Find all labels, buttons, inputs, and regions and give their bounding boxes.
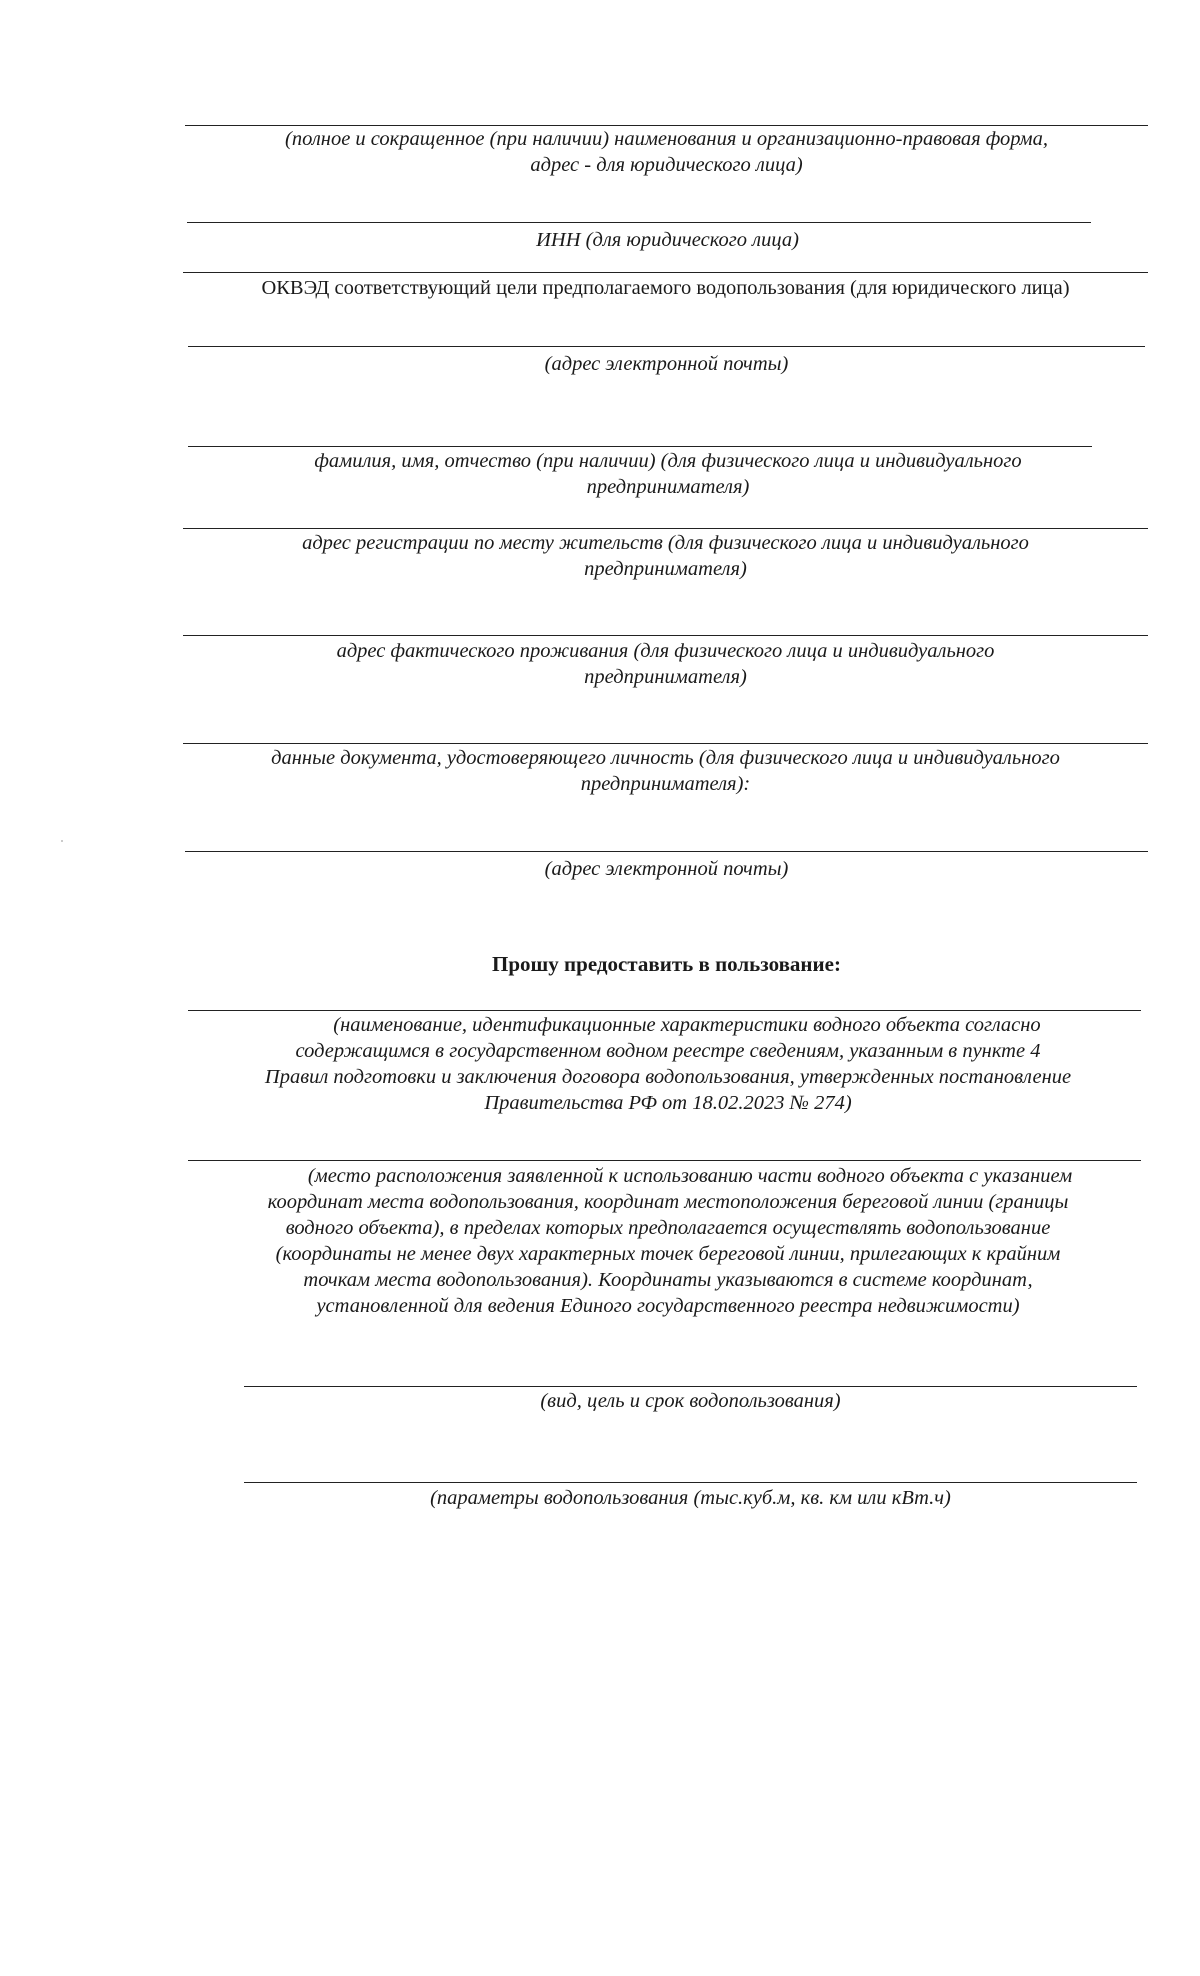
caption-line: содержащимся в государственном водном реестре сведениям, указанным в пункте 4 — [295, 1040, 1041, 1062]
caption-line: координат места водопользования, координат местоположения береговой линии (границы — [267, 1191, 1069, 1213]
caption-line: данные документа, удостоверяющего личность (для физического лица и индивидуального — [271, 747, 1060, 769]
caption-line: точкам места водопользования). Координаты указываются в системе координат, — [303, 1269, 1033, 1291]
okved-caption — [183, 275, 1148, 301]
identity-document-caption — [183, 745, 1148, 797]
caption-line: установленной для ведения Единого государственного реестра недвижимости) — [316, 1295, 1020, 1317]
registration-address-field-line[interactable] — [183, 528, 1148, 529]
caption-line: предпринимателя) — [586, 476, 750, 498]
caption-line: (наименование, идентификационные характеристики водного объекта согласно — [333, 1014, 1041, 1036]
caption-line: (вид, цель и срок водопользования) — [540, 1390, 841, 1412]
location-caption — [188, 1163, 1148, 1319]
inn-caption — [187, 227, 1148, 253]
caption-line: предпринимателя) — [584, 666, 747, 688]
caption-line: предпринимателя): — [580, 773, 751, 795]
caption-line: фамилия, имя, отчество (при наличии) (для физического лица и индивидуального — [314, 450, 1022, 472]
caption-line: (место расположения заявленной к использованию части водного объекта с указанием — [307, 1165, 1073, 1187]
caption-line: адрес фактического проживания (для физического лица и индивидуального — [336, 640, 995, 662]
email-individual-caption — [185, 856, 1148, 882]
full-name-caption — [188, 448, 1148, 500]
caption-line: (полное и сокращенное (при наличии) наименования и организационно-правовая форма, — [285, 128, 1048, 150]
okved-field-line[interactable] — [183, 272, 1148, 273]
caption-line: адрес регистрации по месту жительств (для физического лица и индивидуального — [302, 532, 1029, 554]
caption-line: адрес - для юридического лица) — [530, 154, 803, 176]
actual-address-caption — [183, 638, 1148, 690]
caption-line: Правительства РФ от 18.02.2023 № 274) — [484, 1092, 852, 1114]
email-individual-field-line[interactable] — [185, 851, 1148, 852]
caption-line: водного объекта), в пределах которых предполагается осуществлять водопользование — [285, 1217, 1051, 1239]
full-name-field-line[interactable] — [188, 446, 1092, 447]
caption-line: (адрес электронной почты) — [544, 858, 789, 880]
caption-line: Правил подготовки и заключения договора водопользования, утвержденных постановление — [264, 1066, 1072, 1088]
location-field-line[interactable] — [188, 1160, 1141, 1161]
request-heading: Прошу предоставить в пользование: — [492, 952, 841, 976]
water-body-field-line[interactable] — [188, 1010, 1141, 1011]
registration-address-caption — [183, 530, 1148, 582]
caption-line: (адрес электронной почты) — [544, 353, 789, 375]
caption-line: (параметры водопользования (тыс.куб.м, кв. км или кВт.ч) — [430, 1487, 951, 1509]
email-legal-field-line[interactable] — [188, 346, 1145, 347]
caption-line: предпринимателя) — [584, 558, 747, 580]
inn-field-line[interactable] — [187, 222, 1091, 223]
water-body-caption — [188, 1012, 1148, 1116]
caption-line: ИНН (для юридического лица) — [536, 229, 799, 251]
usage-type-field-line[interactable] — [244, 1386, 1137, 1387]
scan-artifact — [61, 840, 63, 842]
actual-address-field-line[interactable] — [183, 635, 1148, 636]
legal-entity-name-caption — [185, 126, 1148, 178]
identity-document-field-line[interactable] — [183, 743, 1148, 744]
usage-params-caption — [244, 1485, 1137, 1511]
email-legal-caption — [188, 351, 1145, 377]
usage-type-caption — [244, 1388, 1137, 1414]
caption-line: ОКВЭД соответствующий цели предполагаемого водопользования (для юридического лица) — [261, 277, 1070, 299]
usage-params-field-line[interactable] — [244, 1482, 1137, 1483]
caption-line: (координаты не менее двух характерных точек береговой линии, прилегающих к крайним — [275, 1243, 1061, 1265]
